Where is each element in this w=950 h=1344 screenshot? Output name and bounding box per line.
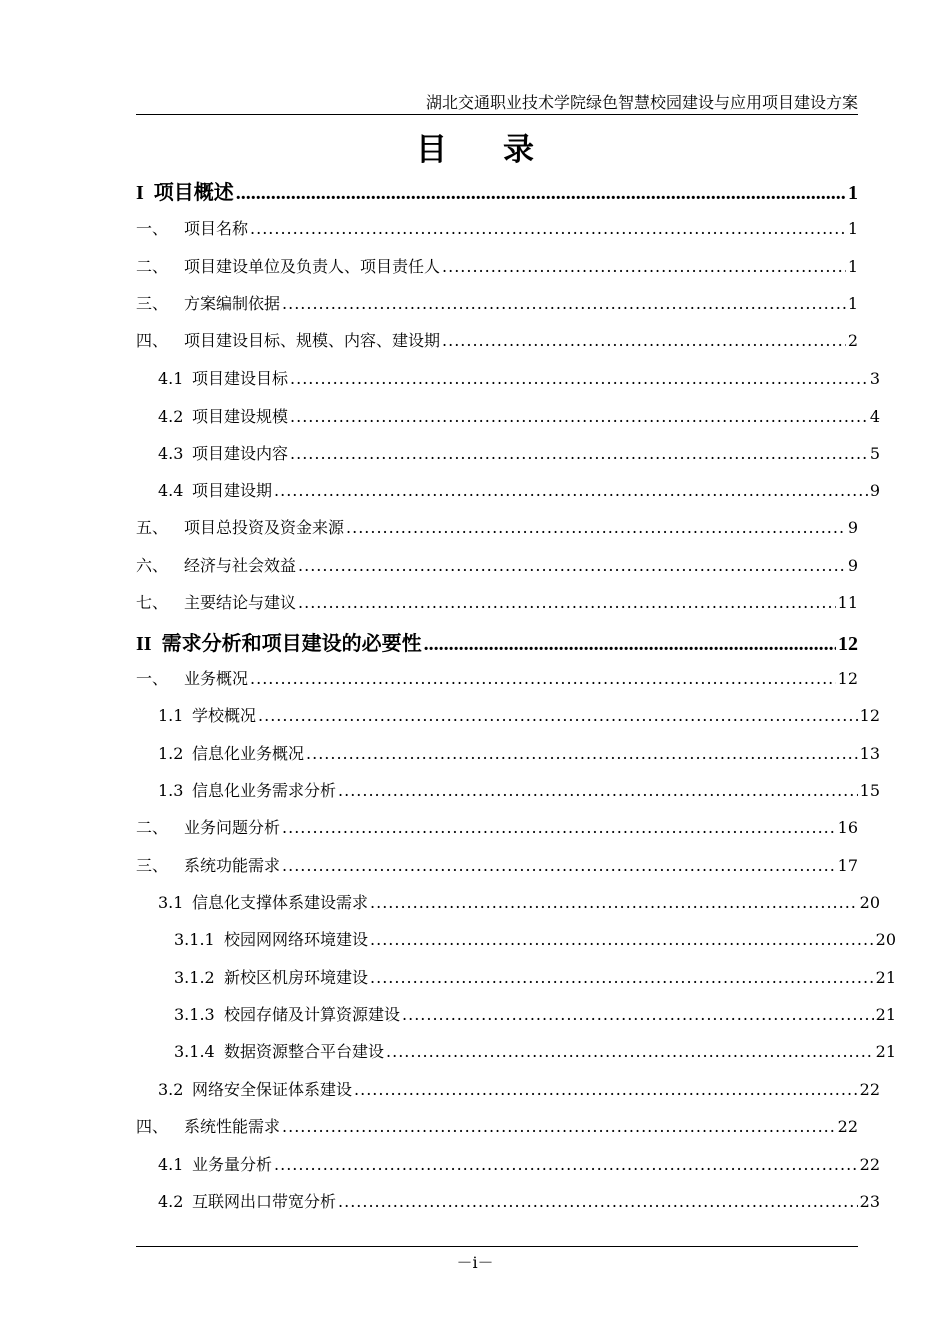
toc-entry-title: 项目建设目标 [192, 369, 289, 388]
toc-entry-number: 六、 [136, 556, 169, 575]
toc-entry-title: 项目概述 [153, 182, 234, 204]
toc-chapter-entry[interactable] [136, 180, 858, 206]
toc-entry-page: 21 [875, 1042, 896, 1061]
toc-entry-title: 业务量分析 [192, 1155, 273, 1174]
dot-leader [298, 555, 846, 577]
toc-entry-page: 12 [859, 706, 880, 725]
toc-entry-number: 一、 [136, 669, 169, 688]
toc-entry-number: 七、 [136, 593, 169, 612]
dot-leader [290, 406, 868, 428]
dot-leader [370, 967, 874, 989]
toc-entry-title: 系统功能需求 [184, 856, 281, 875]
dot-leader [442, 330, 846, 352]
toc-entry-title: 项目建设规模 [192, 407, 289, 426]
toc-entry-page: 21 [875, 1005, 896, 1024]
toc-entry[interactable] [136, 892, 880, 914]
toc-entry-title: 方案编制依据 [184, 294, 281, 313]
toc-entry-number: 二、 [136, 257, 169, 276]
toc-entry-number: 一、 [136, 219, 169, 238]
toc-entry-page: 12 [838, 633, 858, 655]
toc-entry-number: 3.1.2 [174, 968, 215, 987]
toc-entry-page: 1 [847, 219, 858, 238]
dot-leader [370, 929, 874, 951]
toc-entry[interactable] [136, 406, 880, 428]
toc-entry-number: 3.1 [158, 893, 184, 912]
dot-leader [282, 1116, 836, 1138]
toc-entry-page: 2 [847, 331, 858, 350]
toc-entry-title: 经济与社会效益 [184, 556, 297, 575]
toc-entry-page: 16 [837, 818, 858, 837]
dot-leader [370, 892, 858, 914]
toc-entry-number: 二、 [136, 818, 169, 837]
toc-entry-number: I [136, 182, 144, 204]
toc-entry-number: 3.1.1 [174, 930, 215, 949]
toc-entry[interactable] [136, 929, 896, 951]
toc-entry-page: 20 [859, 893, 880, 912]
toc-entry-number: 三、 [136, 294, 169, 313]
dot-leader [274, 1154, 858, 1176]
dot-leader [402, 1004, 874, 1026]
toc-entry-page: 21 [875, 968, 896, 987]
toc-entry[interactable] [136, 443, 880, 465]
toc-entry-number: 4.2 [158, 407, 184, 426]
toc-entry-number: 3.1.4 [174, 1042, 215, 1061]
dot-leader [250, 218, 846, 240]
toc-entry[interactable] [136, 555, 858, 577]
running-header: 湖北交通职业技术学院绿色智慧校园建设与应用项目建设方案 [425, 93, 858, 112]
toc-entry-number: 4.2 [158, 1192, 184, 1211]
toc-entry-title: 新校区机房环境建设 [224, 968, 369, 987]
toc-entry[interactable] [136, 1116, 858, 1138]
dot-leader [338, 780, 858, 802]
toc-entry[interactable] [136, 256, 858, 278]
toc-entry-title: 项目名称 [184, 219, 249, 238]
toc-entry-number: 4.1 [158, 369, 184, 388]
toc-entry-number: 3.1.3 [174, 1005, 215, 1024]
dot-leader [282, 855, 836, 877]
dot-leader [386, 1041, 874, 1063]
toc-entry-title: 学校概况 [192, 706, 257, 725]
toc-entry-page: 20 [875, 930, 896, 949]
toc-entry-title: 信息化业务概况 [192, 744, 305, 763]
toc-entry-number: 4.4 [158, 481, 184, 500]
page-number: －i－ [456, 1253, 494, 1272]
dot-leader [258, 705, 858, 727]
toc-entry[interactable] [136, 780, 880, 802]
dot-leader [282, 293, 846, 315]
toc-entry[interactable] [136, 1004, 896, 1026]
toc-entry-title: 信息化业务需求分析 [192, 781, 337, 800]
toc-entry-number: 1.3 [158, 781, 184, 800]
toc-entry[interactable] [136, 293, 858, 315]
dot-leader [290, 368, 868, 390]
toc-entry-title: 项目建设单位及负责人、项目责任人 [184, 257, 441, 276]
toc-entry[interactable] [136, 1041, 896, 1063]
toc-entry-page: 3 [869, 369, 880, 388]
toc-entry-title: 主要结论与建议 [184, 593, 297, 612]
dot-leader [236, 180, 846, 206]
toc-entry-page: 11 [837, 593, 858, 612]
toc-entry-title: 互联网出口带宽分析 [192, 1192, 337, 1211]
toc-entry[interactable] [136, 330, 858, 352]
toc-entry-page: 1 [848, 182, 858, 204]
toc-title: 目录 [416, 132, 590, 168]
toc-entry-title: 业务问题分析 [184, 818, 281, 837]
toc-entry[interactable] [136, 1079, 880, 1101]
toc-entry[interactable] [136, 668, 858, 690]
toc-entry[interactable] [136, 480, 880, 502]
toc-entry[interactable] [136, 517, 858, 539]
toc-entry-title: 校园存储及计算资源建设 [224, 1005, 401, 1024]
toc-entry[interactable] [136, 743, 880, 765]
toc-entry-title: 需求分析和项目建设的必要性 [161, 633, 422, 655]
header-divider [136, 114, 858, 115]
toc-entry-page: 15 [859, 781, 880, 800]
toc-entry-number: 五、 [136, 518, 169, 537]
toc-entry-page: 1 [847, 257, 858, 276]
toc-entry-page: 1 [847, 294, 858, 313]
toc-entry-page: 9 [847, 518, 858, 537]
toc-entry-number: 四、 [136, 331, 169, 350]
toc-chapter-entry[interactable] [136, 631, 858, 657]
toc-entry-title: 业务概况 [184, 669, 249, 688]
dot-leader [338, 1191, 858, 1213]
toc-entry-title: 项目总投资及资金来源 [184, 518, 345, 537]
dot-leader [274, 480, 868, 502]
toc-entry-page: 9 [869, 481, 880, 500]
toc-entry-title: 校园网网络环境建设 [224, 930, 369, 949]
toc-entry-page: 22 [859, 1155, 880, 1174]
toc-entry-page: 23 [859, 1192, 880, 1211]
footer-divider [136, 1246, 858, 1247]
toc-entry-page: 22 [859, 1080, 880, 1099]
toc-entry-number: 4.1 [158, 1155, 184, 1174]
toc-entry-page: 5 [869, 444, 880, 463]
toc-entry[interactable] [136, 592, 858, 614]
dot-leader [346, 517, 846, 539]
toc-entry-title: 网络安全保证体系建设 [192, 1080, 353, 1099]
dot-leader [290, 443, 868, 465]
toc-entry-title: 项目建设期 [192, 481, 273, 500]
toc-entry-page: 4 [869, 407, 880, 426]
toc-entry-number: 3.2 [158, 1080, 184, 1099]
dot-leader [298, 592, 836, 614]
dot-leader [306, 743, 858, 765]
toc-entry-page: 13 [859, 744, 880, 763]
toc-entry[interactable] [136, 1154, 880, 1176]
toc-entry-number: 1.1 [158, 706, 184, 725]
toc-entry-page: 22 [837, 1117, 858, 1136]
dot-leader [354, 1079, 858, 1101]
toc-entry-number: 1.2 [158, 744, 184, 763]
dot-leader [282, 817, 836, 839]
toc-entry[interactable] [136, 368, 880, 390]
toc-entry-number: II [136, 633, 152, 655]
toc-entry[interactable] [136, 1191, 880, 1213]
toc-entry[interactable] [136, 817, 858, 839]
toc-entry-title: 项目建设目标、规模、内容、建设期 [184, 331, 441, 350]
toc-entry-title: 信息化支撑体系建设需求 [192, 893, 369, 912]
toc-entry-page: 12 [837, 669, 858, 688]
toc-entry[interactable] [136, 855, 858, 877]
toc-entry[interactable] [136, 967, 896, 989]
dot-leader [442, 256, 846, 278]
toc-entry[interactable] [136, 218, 858, 240]
toc-entry-number: 4.3 [158, 444, 184, 463]
toc-entry-title: 项目建设内容 [192, 444, 289, 463]
toc-entry[interactable] [136, 705, 880, 727]
toc-entry-title: 系统性能需求 [184, 1117, 281, 1136]
toc-entry-page: 17 [837, 856, 858, 875]
toc-entry-number: 四、 [136, 1117, 169, 1136]
dot-leader [250, 668, 836, 690]
dot-leader [424, 631, 836, 657]
toc-entry-title: 数据资源整合平台建设 [224, 1042, 385, 1061]
toc-entry-page: 9 [847, 556, 858, 575]
toc-entry-number: 三、 [136, 856, 169, 875]
